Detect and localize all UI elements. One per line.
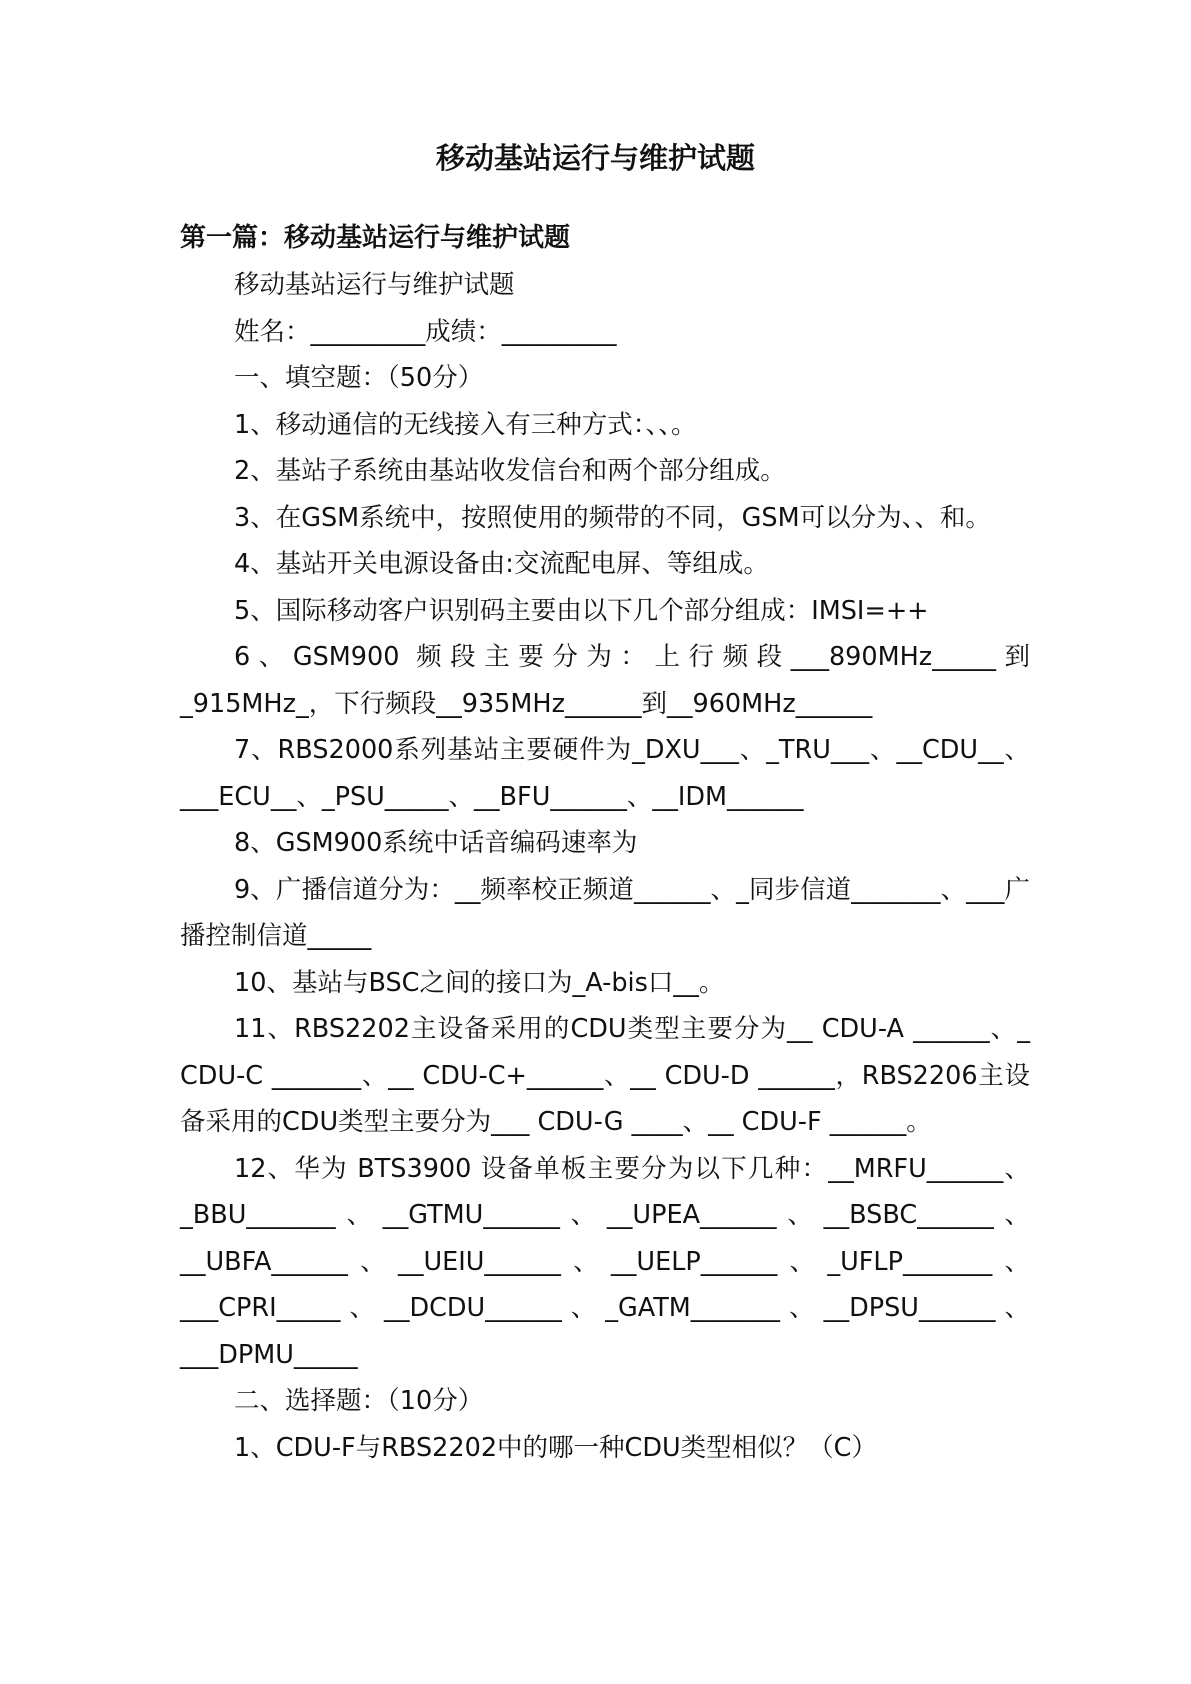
question-1: 1、移动通信的无线接入有三种方式：、、。 xyxy=(234,409,697,440)
paragraph-name-score: 姓名：_________成绩：_________ xyxy=(234,316,617,347)
question-6: 6、GSM900 频段主要分为：上行频段___890MHz_____到_915MHz_，下行频段__935MHz______到__960MHz______ xyxy=(180,642,1030,719)
question-11: 11、RBS2202主设备采用的CDU类型主要分为__ CDU-A ______、_ CDU-C _______、__ CDU-C+______、__ CDU-D ______，RBS2206主设备采用的CDU类型主要分为___ CDU-G ____、__ CDU-F ______。 xyxy=(180,1014,1030,1137)
document-title: 移动基站运行与维护试题 xyxy=(435,141,755,175)
question-8: 8、GSM900系统中话音编码速率为 xyxy=(234,828,638,858)
question-12: 12、华为 BTS3900 设备单板主要分为以下几种：__MRFU______、_BBU_______、__GTMU______、__UPEA______、__BSBC______、__UBFA______、__UEIU______、__UELP______、_UFLP_______、___CPRI_____、__DCDU______、_GATM_______、__DPSU______、___DPMU_____ xyxy=(180,1153,1030,1370)
question-5: 5、国际移动客户识别码主要由以下几个部分组成：IMSI=++ xyxy=(234,595,929,626)
paragraph-fill-blank-heading: 一、填空题：（50分） xyxy=(234,363,484,393)
paragraph-choice-heading: 二、选择题：（10分） xyxy=(234,1386,484,1416)
question-3: 3、在GSM系统中，按照使用的频带的不同，GSM可以分为、、和。 xyxy=(234,502,991,533)
question-2: 2、基站子系统由基站收发信台和两个部分组成。 xyxy=(234,456,786,486)
section-heading: 第一篇：移动基站运行与维护试题 xyxy=(180,223,571,253)
question-7: 7、RBS2000系列基站主要硬件为_DXU___、_TRU___、__CDU__、___ECU__、_PSU_____、__BFU______、__IDM______ xyxy=(180,735,1030,812)
question-10: 10、基站与BSC之间的接口为_A-bis口__。 xyxy=(234,967,725,998)
question-9: 9、广播信道分为：__频率校正频道______、_同步信道_______、___广播控制信道_____ xyxy=(180,874,1030,951)
document-body xyxy=(180,262,1030,1471)
choice-question-1: 1、CDU-F与RBS2202中的哪一种CDU类型相似？（C） xyxy=(234,1432,877,1463)
paragraph-subtitle: 移动基站运行与维护试题 xyxy=(234,270,515,300)
question-4: 4、基站开关电源设备由:交流配电屏、等组成。 xyxy=(234,549,769,579)
